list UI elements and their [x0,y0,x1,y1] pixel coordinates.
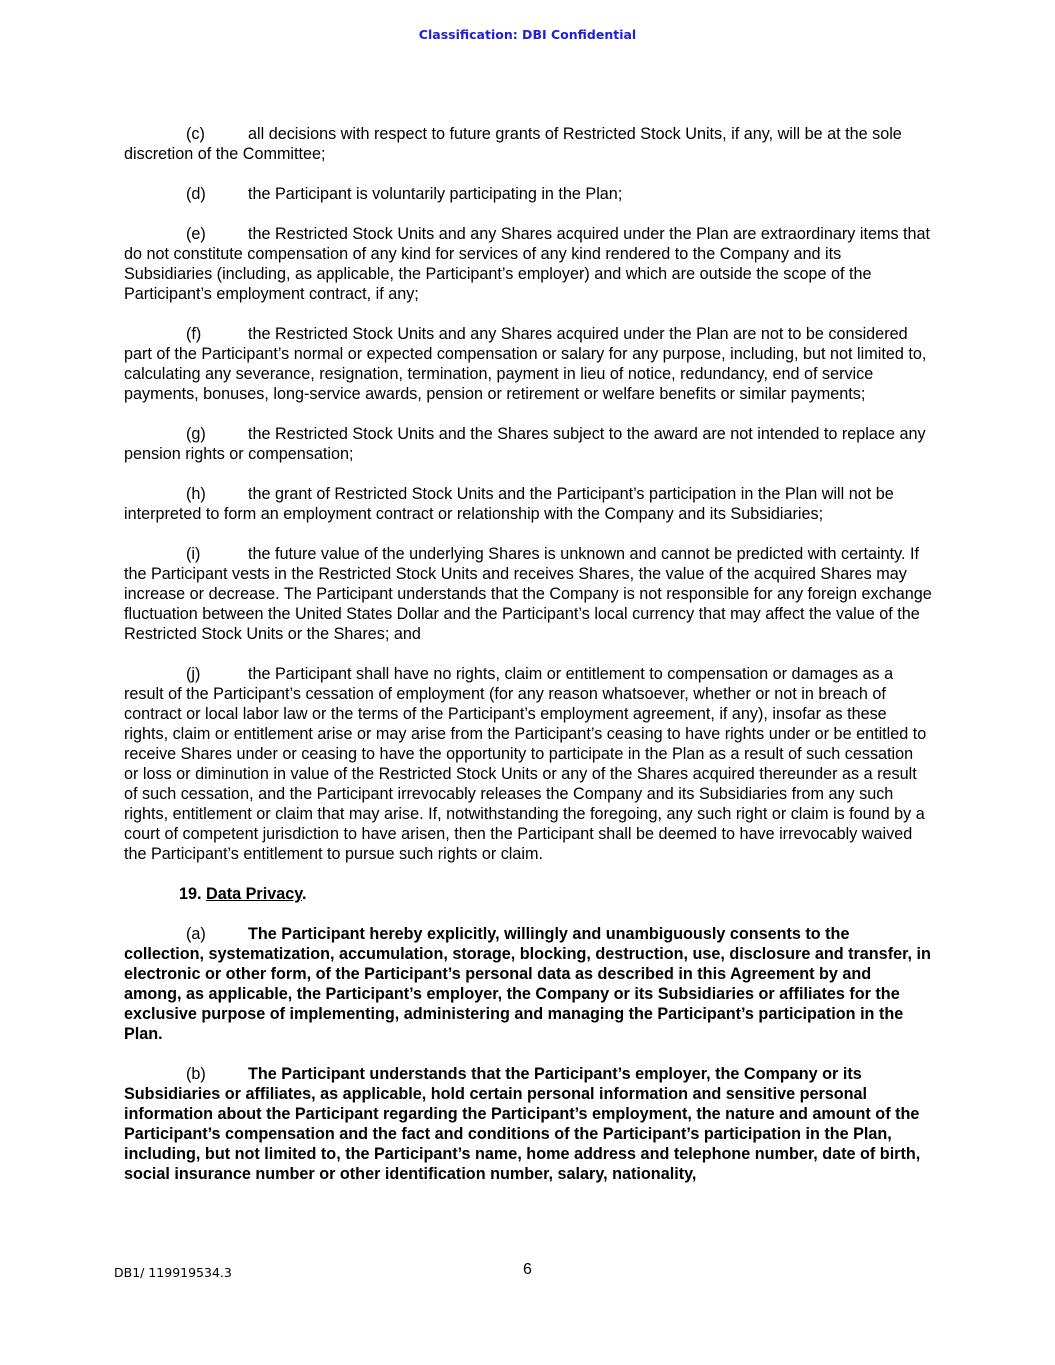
clause-label: (g) [186,425,206,443]
privacy-clause-b [124,1064,932,1184]
section-number: 19. [179,885,202,903]
clause-g [124,424,932,464]
classification-header: Classification: DBI Confidential [418,27,637,42]
clause-label: (e) [186,225,206,243]
section-heading-data-privacy [124,884,932,904]
clause-text: the Restricted Stock Units and the Shares subject to the award are not intended to replace any pension rights or compensation; [124,425,926,463]
clause-text: the grant of Restricted Stock Units and the Participant’s participation in the Plan will not be interpreted to form an employment contract or relationship with the Company and its Subsidiaries; [124,485,894,523]
clause-label: (f) [186,325,202,343]
clause-text: the future value of the underlying Shares is unknown and cannot be predicted with certainty. If the Participant vests in the Restricted Stock Units and receives Shares, the value of the acquired Shares may increase or decrease. The Participant understands that the Company is not responsible for any foreign exchange fluctuation between the United States Dollar and the Participant’s local currency that may affect the value of the Restricted Stock Units or the Shares; and [124,545,932,643]
clause-text: the Restricted Stock Units and any Shares acquired under the Plan are extraordinary items that do not constitute compensation of any kind for services of any kind rendered to the Company and its Subsidiaries (including, as applicable, the Participant’s employer) and which are outside the scope of the Participant’s employment contract, if any; [124,225,931,303]
clause-label: (j) [186,665,201,683]
clause-i [124,544,932,644]
clause-text: the Participant is voluntarily participating in the Plan; [248,185,623,203]
clause-label: (c) [186,125,205,143]
clause-f [124,324,932,404]
clause-text: the Participant shall have no rights, claim or entitlement to compensation or damages as a result of the Participant’s cessation of employment (for any reason whatsoever, whether or not in breach of contract or local labor law or the terms of the Participant’s employment agreement, if any), insofar as these rights, claim or entitlement arise or may arise from the Participant’s ceasing to have rights under or be entitled to receive Shares under or ceasing to have the opportunity to participate in the Plan as a result of such cessation or loss or diminution in value of the Restricted Stock Units or any of the Shares acquired thereunder as a result of such cessation, and the Participant irrevocably releases the Company and its Subsidiaries from any such rights, entitlement or claim that may arise. If, notwithstanding the foregoing, any such right or claim is found by a court of competent jurisdiction to have arisen, then the Participant shall be deemed to have irrevocably waived the Participant’s entitlement to pursue such rights or claim. [124,665,927,863]
clause-h [124,484,932,524]
clause-text: all decisions with respect to future grants of Restricted Stock Units, if any, will be at the sole discretion of the Committee; [124,125,902,163]
document-id: DB1/ 119919534.3 [114,1265,232,1280]
clause-text: the Restricted Stock Units and any Shares acquired under the Plan are not to be considered part of the Participant’s normal or expected compensation or salary for any purpose, including, but not limited to, calculating any severance, resignation, termination, payment in lieu of notice, redundancy, end of service payments, bonuses, long-service awards, pension or retirement or welfare benefits or similar payments; [124,325,927,403]
clause-label: (i) [186,545,201,563]
privacy-clause-a [124,924,932,1044]
clause-label: (b) [186,1065,206,1083]
document-body [124,124,932,1204]
clause-e [124,224,932,304]
clause-j [124,664,932,864]
clause-label: (h) [186,485,206,503]
clause-label: (d) [186,185,206,203]
clause-d [124,184,932,204]
clause-text: The Participant hereby explicitly, willingly and unambiguously consents to the collection, systematization, accumulation, storage, blocking, destruction, use, disclosure and transfer, in electronic or other form, of the Participant’s personal data as described in this Agreement by and among, as applicable, the Participant’s employer, the Company or its Subsidiaries or affiliates for the exclusive purpose of implementing, administering and managing the Participant’s participation in the Plan. [124,925,931,1043]
clause-text: The Participant understands that the Participant’s employer, the Company or its Subsidiaries or affiliates, as applicable, hold certain personal information and sensitive personal information about the Participant regarding the Participant’s employment, the nature and amount of the Participant’s compensation and the fact and conditions of the Participant’s participation in the Plan, including, but not limited to, the Participant’s name, home address and telephone number, date of birth, social insurance number or other identification number, salary, nationality, [124,1065,921,1183]
section-title: Data Privacy [206,885,303,903]
clause-label: (a) [186,925,206,943]
page-number: 6 [523,1261,532,1278]
clause-c [124,124,932,164]
section-period: . [302,885,307,903]
